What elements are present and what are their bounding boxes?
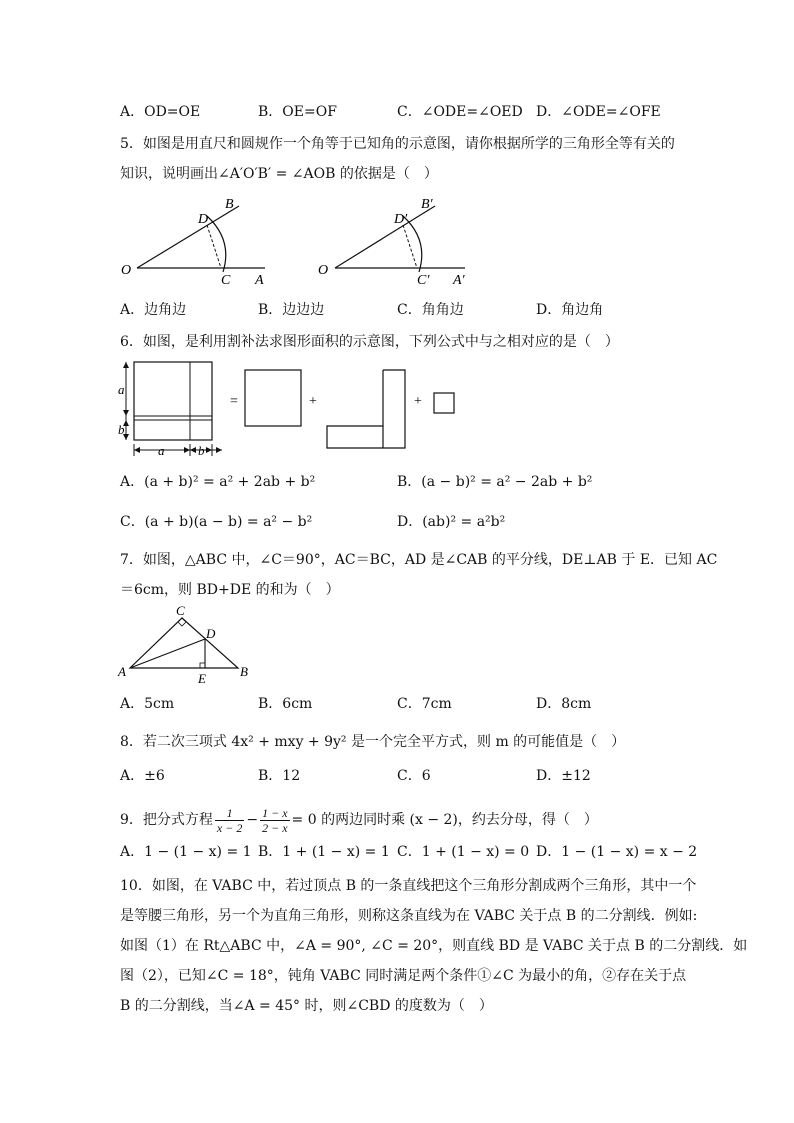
q7-label-d: D [206, 626, 216, 641]
q9-option-a[interactable]: A．1 − (1 − x) = 1 [120, 844, 252, 860]
q9-fraction-1-num: 1 [215, 806, 244, 821]
q9-fraction-2-num: 1 − x [262, 805, 288, 820]
q9-option-c[interactable]: C．1 + (1 − x) = 0 [397, 844, 530, 860]
q5-option-c[interactable]: C．角角边 [397, 302, 464, 318]
q6-figure [118, 358, 478, 458]
q5-left-label-d: D [198, 212, 209, 227]
q8-stem: 8．若二次三项式 4x² + mxy + 9y² 是一个完全平方式，则 m 的可能值是（ ） [120, 734, 626, 750]
q6-label-a-side: a [118, 382, 125, 397]
q9-option-d[interactable]: D．1 − (1 − x) = x − 2 [536, 844, 698, 860]
q4-option-c[interactable]: C．∠ODE=∠OED [397, 104, 523, 120]
q6-option-a[interactable]: A．(a + b)² = a² + 2ab + b² [120, 474, 316, 490]
q8-option-c[interactable]: C．6 [397, 768, 431, 784]
q6-stem: 6．如图，是利用割补法求图形面积的示意图，下列公式中与之相对应的是（ ） [120, 334, 619, 350]
q5-figure [115, 192, 515, 288]
q6-option-b[interactable]: B．(a − b)² = a² − 2ab + b² [397, 474, 593, 490]
q7-label-e: E [198, 671, 206, 686]
q9-stem-pre: 9．把分式方程 [120, 812, 213, 828]
q7-label-a: A [118, 664, 126, 679]
q5-stem-line1: 5．如图是用直尺和圆规作一个角等于已知角的示意图，请你根据所学的三角形全等有关的 [120, 136, 675, 152]
q9-stem [120, 803, 598, 837]
q5-option-b[interactable]: B．边边边 [258, 302, 325, 318]
q6-label-b-bottom: b [198, 443, 205, 458]
q9-option-b[interactable]: B．1 + (1 − x) = 1 [258, 844, 390, 860]
q6-label-a-bottom: a [158, 443, 165, 458]
q4-option-b[interactable]: B．OE=OF [258, 104, 337, 120]
q7-triangle-abc [130, 618, 238, 668]
q6-square-b [434, 393, 454, 413]
q5-right-label-o: O [318, 263, 329, 278]
q10-stem-line4: 图（2），已知∠C = 18°，钝角 VABC 同时满足两个条件①∠C 为最小的角，②存在关于点 [120, 968, 687, 984]
q5-left-ray-ob [137, 206, 239, 268]
q8-option-b[interactable]: B．12 [258, 768, 301, 784]
q7-stem-line2: ＝6cm，则 BD+DE 的和为（ ） [120, 582, 340, 598]
q5-right-ray-ob [335, 206, 435, 268]
q9-fraction-2-den: 2 − x [262, 820, 288, 835]
q6-plus-1: + [309, 394, 317, 409]
q7-option-d[interactable]: D．8cm [536, 696, 592, 712]
q9-fraction-1-den: x − 2 [216, 820, 243, 835]
q6-big-square [134, 362, 212, 440]
q5-left-label-o: O [121, 263, 132, 278]
q5-left-label-b: B [225, 197, 234, 212]
q5-right-label-b: B′ [421, 197, 433, 212]
q6-option-d[interactable]: D．(ab)² = a²b² [397, 514, 506, 530]
q7-right-angle-e [200, 663, 205, 668]
q9-fraction-2 [260, 806, 289, 835]
q6-arrow-mid-up [123, 410, 129, 416]
q6-square-a [245, 370, 301, 426]
q5-right-label-c: C′ [417, 273, 430, 288]
q6-arrow-top [123, 362, 129, 368]
q6-option-c[interactable]: C．(a + b)(a − b) = a² − b² [120, 514, 313, 530]
q6-plus-2: + [414, 394, 422, 409]
q7-label-b: B [240, 664, 248, 679]
q7-line-ad [130, 639, 205, 668]
q6-l-shape [327, 370, 405, 448]
q10-stem-line1: 10．如图，在 VABC 中，若过顶点 B 的一条直线把这个三角形分割成两个三角形，其中一个 [120, 878, 697, 894]
q9-stem-post: = 0 的两边同时乘 (x − 2)，约去分母，得（ ） [291, 812, 598, 828]
q10-stem-line3: 如图（1）在 Rt△ABC 中，∠A = 90°, ∠C = 20°，则直线 BD 是 VABC 关于点 B 的二分割线．如 [120, 938, 748, 954]
q7-option-b[interactable]: B．6cm [258, 696, 313, 712]
q8-option-d[interactable]: D．±12 [536, 768, 591, 784]
q9-minus: − [246, 812, 259, 828]
q7-option-a[interactable]: A．5cm [120, 696, 175, 712]
q4-option-a[interactable]: A．OD=OE [120, 104, 201, 120]
q7-label-c: C [176, 604, 185, 618]
q5-right-label-a: A′ [453, 273, 465, 288]
q6-equals: = [230, 394, 238, 409]
q5-right-label-d: D′ [394, 212, 408, 227]
q9-fraction-1 [215, 806, 244, 835]
q8-option-a[interactable]: A．±6 [120, 768, 165, 784]
q10-stem-line2: 是等腰三角形，另一个为直角三角形，则称这条直线为在 VABC 关于点 B 的二分割线．例如: [120, 908, 698, 924]
q7-option-c[interactable]: C．7cm [397, 696, 452, 712]
q5-option-a[interactable]: A．边角边 [120, 302, 187, 318]
q7-right-angle-c [178, 618, 186, 626]
q7-stem-line1: 7．如图，△ABC 中，∠C＝90°，AC＝BC，AD 是∠CAB 的平分线，DE⊥AB 于 E．已知 AC [120, 552, 718, 568]
q5-stem-line2: 知识，说明画出∠A′O′B′ = ∠AOB 的依据是（ ） [120, 166, 438, 182]
q5-option-d[interactable]: D．角边角 [536, 302, 604, 318]
q4-option-d[interactable]: D．∠ODE=∠OFE [536, 104, 661, 120]
q5-left-label-a: A [255, 273, 264, 288]
q6-label-b-side: b [118, 422, 125, 437]
q10-stem-line5: B 的二分割线，当∠A = 45° 时，则∠CBD 的度数为（ ） [120, 998, 493, 1014]
q5-left-label-c: C [221, 273, 231, 288]
q7-figure [116, 604, 256, 688]
